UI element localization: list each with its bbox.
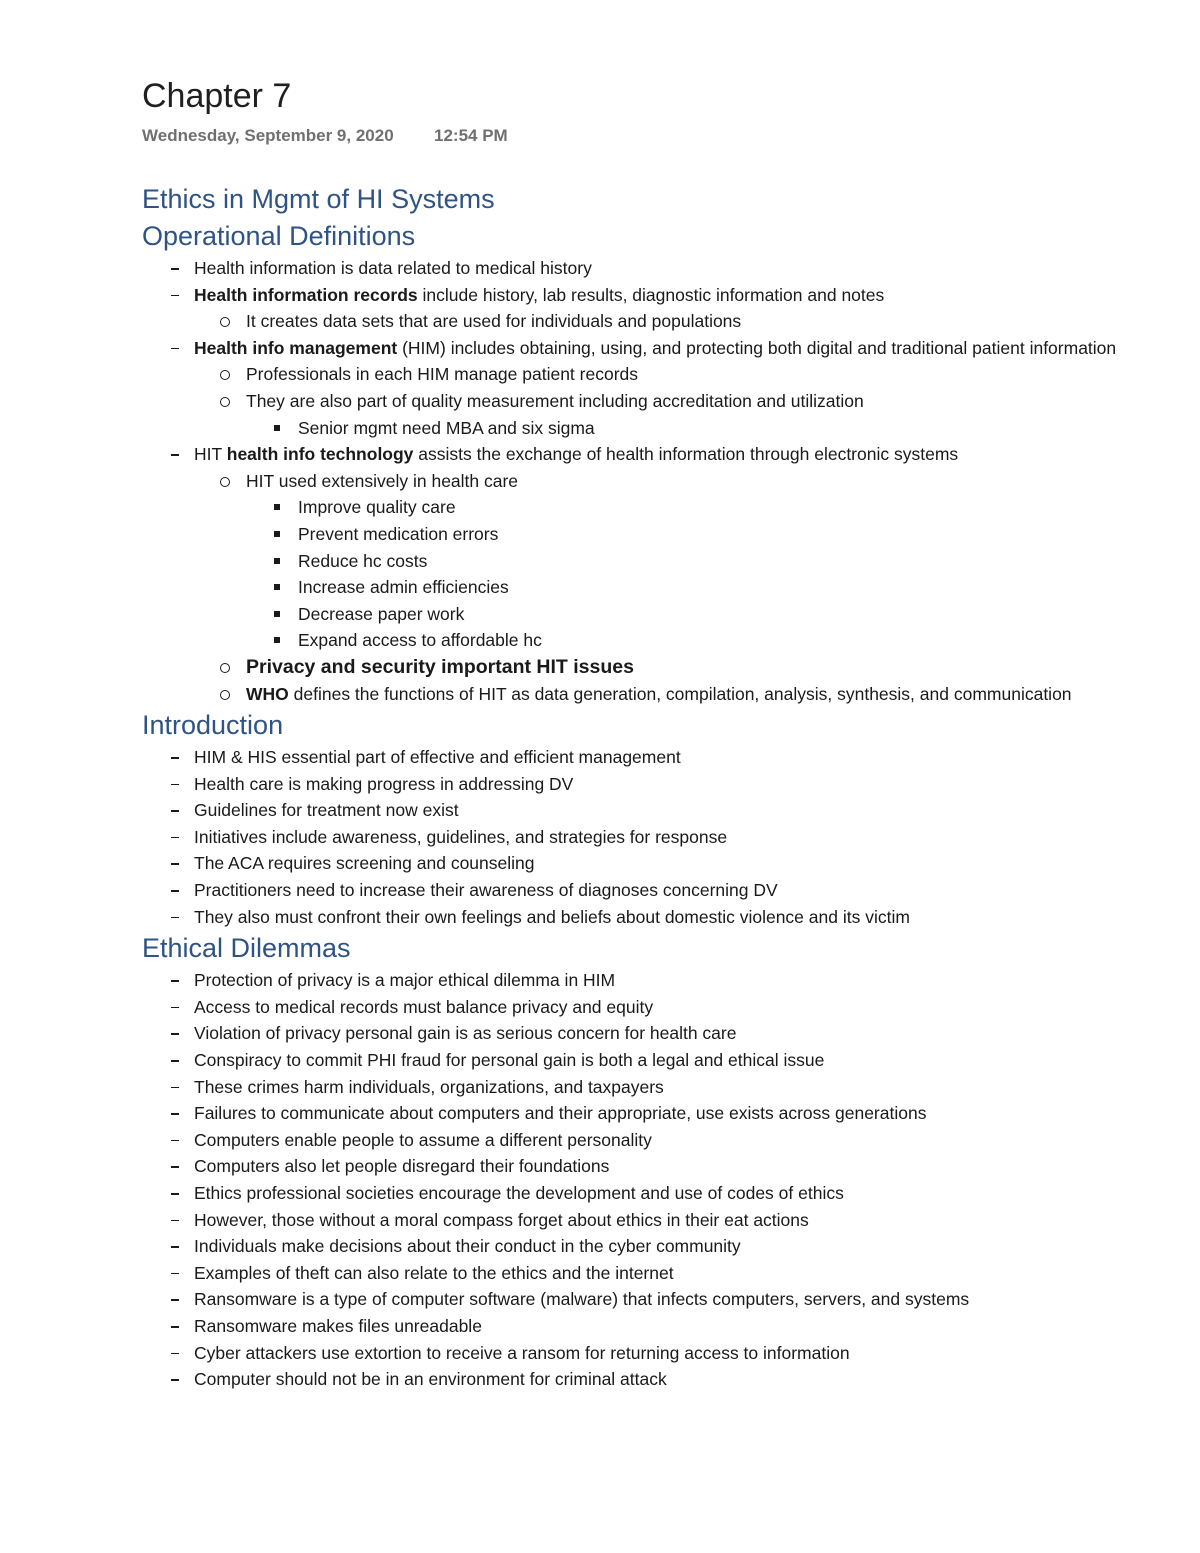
item-text: (HIM) includes obtaining, using, and protecting both digital and traditional patient information [397, 337, 1117, 358]
dash-bullet [142, 967, 194, 994]
list-item [142, 850, 1152, 877]
dash-bullet [142, 441, 194, 468]
dash-bullet [142, 1074, 194, 1101]
list-item [142, 904, 1152, 931]
dash-bullet [142, 1180, 194, 1207]
item-text: Senior mgmt need MBA and six sigma [298, 417, 595, 438]
item-text: Computers enable people to assume a different personality [194, 1129, 652, 1150]
list-item [142, 824, 1152, 851]
dash-bullet [142, 1207, 194, 1234]
item-text: HIM & HIS essential part of effective and efficient management [194, 747, 681, 768]
item-text: Practitioners need to increase their awareness of diagnoses concerning DV [194, 880, 778, 901]
circle-bullet [194, 468, 246, 495]
item-bold-text: Health info management [194, 337, 398, 358]
list-item [142, 1260, 1152, 1287]
list-item [142, 1074, 1152, 1101]
sublist [194, 361, 1152, 441]
list-item [194, 468, 1152, 654]
list-item [142, 1207, 1152, 1234]
page-time: 12:54 PM [434, 126, 508, 145]
main-heading: Ethics in Mgmt of HI Systems [142, 184, 495, 214]
list-item [142, 1047, 1152, 1074]
list-item [246, 574, 1152, 601]
list-item [194, 654, 1152, 681]
list-item [246, 521, 1152, 548]
list-item [142, 1180, 1152, 1207]
page-title: Chapter 7 [142, 77, 292, 115]
list-item [142, 335, 1152, 441]
list-item [142, 255, 1152, 282]
circle-bullet [194, 654, 246, 681]
dilemmas-list [142, 967, 1152, 1393]
square-bullet [246, 601, 298, 628]
section-heading-operational: Operational Definitions [142, 221, 416, 251]
item-text: Expand access to affordable hc [298, 630, 542, 651]
item-text: Individuals make decisions about their conduct in the cyber community [194, 1236, 741, 1257]
note-page [142, 74, 1152, 1393]
dash-bullet [142, 824, 194, 851]
dash-bullet [142, 255, 194, 282]
square-bullet [246, 627, 298, 654]
item-text: Health care is making progress in addressing DV [194, 773, 574, 794]
item-text: Decrease paper work [298, 603, 465, 624]
item-text: Failures to communicate about computers and their appropriate, use exists across generations [194, 1103, 927, 1124]
item-text: Access to medical records must balance privacy and equity [194, 996, 654, 1017]
item-text: Violation of privacy personal gain is as serious concern for health care [194, 1023, 737, 1044]
list-item [142, 1127, 1152, 1154]
dash-bullet [142, 1020, 194, 1047]
dateline [142, 126, 1152, 154]
list-item [194, 388, 1152, 441]
list-item [142, 441, 1152, 707]
item-text: Ransomware makes files unreadable [194, 1315, 482, 1336]
dash-bullet [142, 1286, 194, 1313]
item-bold-text: health info technology [226, 444, 414, 465]
section-heading-dilemmas: Ethical Dilemmas [142, 933, 351, 964]
list-item [142, 1366, 1152, 1393]
sublist [194, 308, 1152, 335]
square-bullet [246, 574, 298, 601]
dash-bullet [142, 1340, 194, 1367]
item-text: The ACA requires screening and counseling [194, 853, 535, 874]
circle-bullet [194, 308, 246, 335]
list-item [194, 308, 1152, 335]
item-text: defines the functions of HIT as data generation, compilation, analysis, synthesis, and communication [288, 683, 1072, 704]
introduction-list [142, 744, 1152, 930]
list-item [142, 771, 1152, 798]
dash-bullet [142, 771, 194, 798]
item-text: Professionals in each HIM manage patient records [246, 364, 639, 385]
item-text: Computer should not be in an environment for criminal attack [194, 1369, 667, 1390]
item-text: include history, lab results, diagnostic information and notes [417, 284, 885, 305]
item-text: They are also part of quality measurement including accreditation and utilization [246, 390, 864, 411]
item-text: Conspiracy to commit PHI fraud for personal gain is both a legal and ethical issue [194, 1050, 825, 1071]
dash-bullet [142, 1153, 194, 1180]
page-date: Wednesday, September 9, 2020 [142, 126, 394, 145]
item-text: Cyber attackers use extortion to receive a ransom for returning access to information [194, 1342, 850, 1363]
item-text: Guidelines for treatment now exist [194, 800, 459, 821]
list-item [142, 282, 1152, 335]
item-text: Increase admin efficiencies [298, 577, 509, 598]
list-item [194, 361, 1152, 388]
list-item [246, 415, 1152, 442]
list-item [246, 494, 1152, 521]
dash-bullet [142, 877, 194, 904]
item-text: HIT [194, 444, 227, 465]
list-item [194, 681, 1152, 708]
sublist [194, 468, 1152, 707]
dash-bullet [142, 1313, 194, 1340]
item-text: assists the exchange of health information through electronic systems [413, 444, 959, 465]
list-item [142, 1313, 1152, 1340]
square-bullet [246, 415, 298, 442]
item-text: Improve quality care [298, 497, 456, 518]
list-item [142, 1286, 1152, 1313]
item-text: However, those without a moral compass forget about ethics in their eat actions [194, 1209, 809, 1230]
list-item [142, 1100, 1152, 1127]
list-item [142, 1020, 1152, 1047]
dash-bullet [142, 994, 194, 1021]
circle-bullet [194, 388, 246, 415]
item-text: These crimes harm individuals, organizations, and taxpayers [194, 1076, 664, 1097]
square-bullet [246, 521, 298, 548]
circle-bullet [194, 361, 246, 388]
dash-bullet [142, 1047, 194, 1074]
sub-sublist [246, 415, 1152, 442]
list-item [142, 797, 1152, 824]
dash-bullet [142, 282, 194, 309]
item-bold-text: WHO [246, 683, 289, 704]
dash-bullet [142, 1233, 194, 1260]
dash-bullet [142, 335, 194, 362]
circle-bullet [194, 681, 246, 708]
item-text: Reduce hc costs [298, 550, 428, 571]
dash-bullet [142, 1366, 194, 1393]
list-item [142, 1153, 1152, 1180]
item-text: Initiatives include awareness, guidelines, and strategies for response [194, 826, 728, 847]
dash-bullet [142, 797, 194, 824]
section-heading-introduction: Introduction [142, 710, 284, 741]
list-item [142, 994, 1152, 1021]
dash-bullet [142, 904, 194, 931]
list-item [142, 1233, 1152, 1260]
item-text: Ransomware is a type of computer software (malware) that infects computers, servers, and systems [194, 1289, 970, 1310]
item-text: HIT used extensively in health care [246, 470, 519, 491]
item-text: It creates data sets that are used for individuals and populations [246, 311, 742, 332]
dash-bullet [142, 1100, 194, 1127]
list-item [142, 967, 1152, 994]
item-text: They also must confront their own feelings and beliefs about domestic violence and its victim [194, 906, 910, 927]
item-text: Ethics professional societies encourage the development and use of codes of ethics [194, 1183, 844, 1203]
list-item [142, 744, 1152, 771]
operational-list [142, 255, 1152, 707]
square-bullet [246, 494, 298, 521]
dash-bullet [142, 1127, 194, 1154]
list-item [246, 548, 1152, 575]
item-text: Health information is data related to medical history [194, 258, 592, 278]
item-text: Protection of privacy is a major ethical dilemma in HIM [194, 970, 616, 991]
list-item [246, 627, 1152, 654]
item-text: Computers also let people disregard their foundations [194, 1156, 610, 1177]
list-item [142, 877, 1152, 904]
item-text: Prevent medication errors [298, 523, 499, 544]
dash-bullet [142, 744, 194, 771]
sub-sublist [246, 494, 1152, 654]
dash-bullet [142, 1260, 194, 1287]
item-text: Examples of theft can also relate to the ethics and the internet [194, 1262, 674, 1283]
list-item [142, 1340, 1152, 1367]
item-bold-text: Health information records [194, 284, 418, 305]
dash-bullet [142, 850, 194, 877]
list-item [246, 601, 1152, 628]
square-bullet [246, 548, 298, 575]
item-bold-text: Privacy and security important HIT issues [246, 655, 634, 678]
